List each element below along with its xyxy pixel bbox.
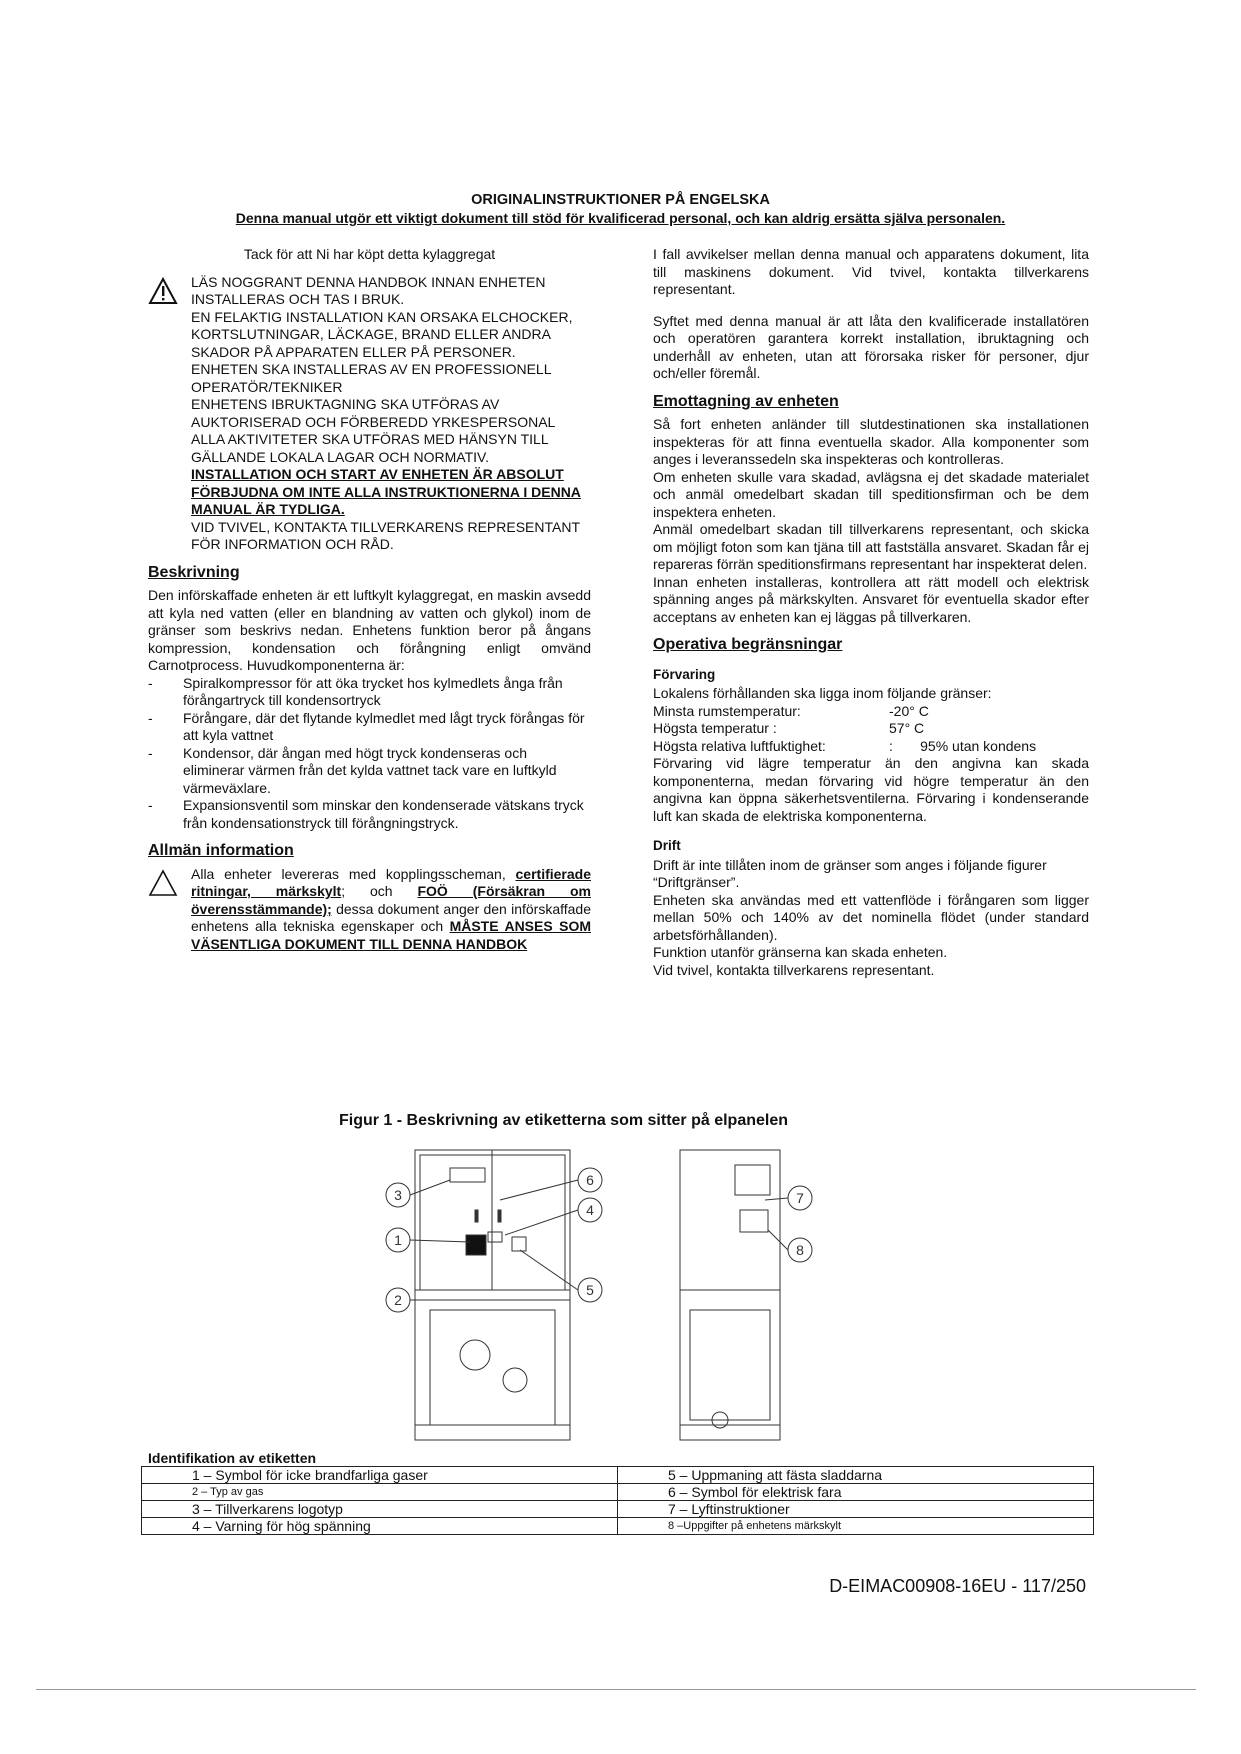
callout-4: 4 [586,1202,594,1218]
emottagning-paragraph-3: Anmäl omedelbart skadan till tillverkarens representant, och skicka om möjligt foton som kan tjäna till att fastställa ansvaret. Skadan får ej repareras förrän speditionsfirmans representant har inspekterat delen. [653,521,1089,572]
warning-line-3: ENHETEN SKA INSTALLERAS AV EN PROFESSIONELL OPERATÖR/TEKNIKER [191,361,551,395]
thanks-text: Tack för att Ni har köpt detta kylaggregat [243,246,496,262]
emottagning-paragraph-4: Innan enheten installeras, kontrollera att rätt modell och elektrisk spänning anges på märkskylten. Ansvaret för eventuella skador efter acceptans av enheten kan ej läggas på tillverkaren. [653,573,1089,625]
storage-key: Högsta temperatur : [653,720,777,736]
callout-2: 2 [394,1292,402,1308]
forvaring-heading: Förvaring [653,666,716,682]
warning-line-4: ENHETENS IBRUKTAGNING SKA UTFÖRAS AV AUKTORISERAD OCH FÖRBEREDD YRKESPERSONAL [191,396,556,430]
table-cell: 1 – Symbol för icke brandfarliga gaser [142,1467,618,1484]
storage-value: -20° C [889,702,929,719]
list-item: - Expansionsventil som minskar den kondenserade vätskans tryck från kondensationstryck till förångningstryck. [148,797,591,832]
beskrivning-heading: Beskrivning [148,563,240,581]
page-footer: D-EIMAC00908-16EU - 117/250 [829,1576,1086,1596]
warning-end: VID TVIVEL, KONTAKTA TILLVERKARENS REPRESENTANT FÖR INFORMATION OCH RÅD. [191,518,580,552]
document-title: ORIGINALINSTRUKTIONER PÅ ENGELSKA [471,192,770,208]
storage-key: Högsta relativa luftfuktighet: [653,737,826,754]
allman-text-e: dessa dokument anger den införskaffade enhetens alla tekniska egenskaper och [191,900,591,934]
table-cell: 4 – Varning för hög spänning [142,1518,618,1535]
warning-bold: INSTALLATION OCH START AV ENHETEN ÄR ABSOLUT FÖRBJUDNA OM INTE ALLA INSTRUKTIONERNA I DENNA MANUAL ÄR TYDLIGA. [191,466,581,517]
storage-value: 57° C [889,720,925,736]
identification-title: Identifikation av etiketten [148,1450,317,1466]
allman-text-d: FOÖ (Försäkran om överensstämmande); [191,883,591,917]
callout-6: 6 [586,1172,594,1188]
figure-title: Figur 1 - Beskrivning av etiketterna som sitter på elpanelen [338,1112,789,1129]
allman-block [148,866,591,954]
bottom-divider [36,1689,1196,1690]
intro-paragraph-2: Syftet med denna manual är att låta den kvalificerade installatören och operatören garantera korrekt installation, ibruktagning och underhåll av enheten, utan att förorsaka risker för personer, djur och/eller föremål. [653,312,1089,381]
emottagning-paragraph-2: Om enheten skulle vara skadad, avlägsna ej det skadade materialet och anmäl omedelbart skadan till speditionsfirman och be dem inspektera enheten. [653,468,1089,520]
warning-line-1: LÄS NOGGRANT DENNA HANDBOK INNAN ENHETEN INSTALLERAS OCH TAS I BRUK. [191,273,546,307]
storage-key: Minsta rumstemperatur: [653,702,801,719]
drift-paragraph-3: Funktion utanför gränserna kan skada enheten. [653,944,948,960]
forvaring-text: Förvaring vid lägre temperatur än den angivna kan skada komponenterna, medan förvaring vid högre temperatur än den angivna kan öppna säkerhetsventilerna. Förvaring i kondenserande luft kan skada de elektriska komponenterna. [653,755,1089,824]
identification-table [141,1466,1094,1535]
table-cell: 6 – Symbol för elektrisk fara [618,1484,1094,1501]
callout-8: 8 [796,1242,804,1258]
warning-triangle-icon [148,869,178,897]
callout-5: 5 [586,1282,594,1298]
storage-row [653,738,1089,756]
list-item: - Kondensor, där ångan med högt tryck kondenseras och eliminerar värmen från det kylda vattnet tack vare en luftkyld värmeväxlare. [148,745,591,798]
table-cell: 8 –Uppgifter på enhetens märkskylt [618,1518,1094,1535]
drift-heading: Drift [653,838,681,853]
allman-text-c: ; och [341,883,418,899]
warning-block [148,274,591,554]
operativa-heading: Operativa begränsningar [653,636,843,653]
right-column [653,246,1089,979]
emottagning-paragraph-1: Så fort enheten anländer till slutdestinationen ska installationen inspekteras för att finna eventuella skador. Alla komponenter som anges i leveranssedeln ska inspekteras och kontrolleras. [653,416,1089,467]
allman-heading: Allmän information [148,842,294,859]
left-column [148,246,591,953]
table-cell: 2 – Typ av gas [142,1484,618,1501]
allman-text-f: MÅSTE ANSES SOM VÄSENTLIGA DOKUMENT TILL DENNA HANDBOK [191,918,591,952]
table-row [142,1518,1094,1535]
storage-value: : 95% utan kondens [889,737,1037,754]
storage-row [653,720,1089,738]
table-cell: 3 – Tillverkarens logotyp [142,1501,618,1518]
beskrivning-text: Den införskaffade enheten är ett luftkylt kylaggregat, en maskin avsedd att kyla ned vatten (eller en blandning av vatten och glykol) inom de gränser som beskrivs nedan. Enhetens funktion beror på ångans kompression, kondensation och förångning enligt omvänd Carnotprocess. Huvudkomponenterna är: [148,587,591,673]
list-item: - Förångare, där det flytande kylmedlet med lågt tryck förångas för att kyla vattnet [148,710,591,745]
warning-triangle-icon [148,277,178,305]
drift-paragraph-1: Drift är inte tillåten inom de gränser som anges i följande figurer “Driftgränser”. [653,856,1047,890]
table-cell: 7 – Lyftinstruktioner [618,1501,1094,1518]
storage-row [653,703,1089,721]
allman-text-b: certifierade ritningar, märkskylt [191,865,591,899]
callout-3: 3 [394,1187,402,1203]
warning-line-5: ALLA AKTIVITETER SKA UTFÖRAS MED HÄNSYN TILL GÄLLANDE LOKALA LAGAR OCH NORMATIV. [191,431,549,465]
callout-1: 1 [394,1232,402,1248]
callout-7: 7 [796,1190,804,1206]
allman-text-a: Alla enheter levereras med kopplingsscheman, [191,865,516,882]
forvaring-intro: Lokalens förhållanden ska ligga inom följande gränser: [653,685,992,701]
drift-paragraph-4: Vid tvivel, kontakta tillverkarens representant. [653,961,935,978]
document-notice: Denna manual utgör ett viktigt dokument till stöd för kvalificerad personal, och kan aldrig ersätta själva personalen. [235,210,1006,226]
list-item: - Spiralkompressor för att öka trycket hos kylmedlets ånga från förångartryck till kondensortryck [148,675,591,710]
emottagning-heading: Emottagning av enheten [653,392,839,410]
table-row [142,1484,1094,1501]
drift-paragraph-2: Enheten ska användas med ett vattenflöde i förångaren som ligger mellan 50% och 140% av det nominella flödet (under standard arbetsförhållanden). [653,891,1089,943]
table-row [142,1501,1094,1518]
warning-line-2: EN FELAKTIG INSTALLATION KAN ORSAKA ELCHOCKER, KORTSLUTNINGAR, LÄCKAGE, BRAND ELLER ANDRA SKADOR PÅ APPARATEN ELLER PÅ PERSONER. [191,308,573,360]
table-cell: 5 – Uppmaning att fästa sladdarna [618,1467,1094,1484]
components-list [148,675,591,833]
intro-paragraph-1: I fall avvikelser mellan denna manual och apparatens dokument, lita till maskinens dokument. Vid tvivel, kontakta tillverkarens representant. [653,246,1089,297]
table-row [142,1467,1094,1484]
unit-label-diagram [380,1140,900,1450]
